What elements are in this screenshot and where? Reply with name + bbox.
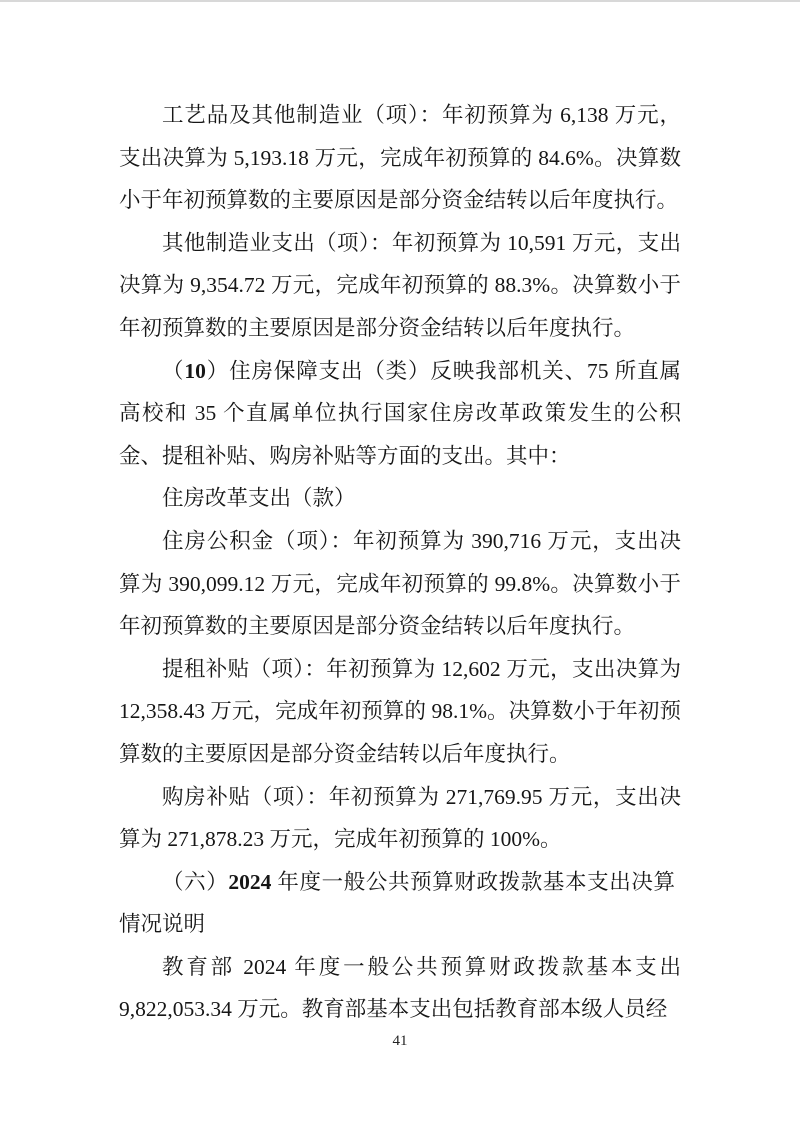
text-run: （ xyxy=(162,358,185,383)
para-rent-raising-subsidy xyxy=(119,648,681,776)
para-housing-reform-expenditure xyxy=(119,477,681,520)
text-run: （六） xyxy=(162,869,229,894)
page-number: 41 xyxy=(392,1033,408,1049)
text-run: 年度一般公共预算财政拨款基本支出决算情况说明 xyxy=(119,869,675,937)
para-other-manufacturing-expenditure xyxy=(119,222,681,350)
page-top-edge xyxy=(0,0,800,2)
text-run: 购房补贴（项）：年初预算为 271,769.95 万元，支出决算为 271,878.23 万元，完成年初预算的 100%。 xyxy=(119,784,681,852)
para-housing-security-expenditure xyxy=(119,350,681,478)
text-run: 提租补贴（项）：年初预算为 12,602 万元，支出决算为 12,358.43 万元，完成年初预算的 98.1%。决算数小于年初预算数的主要原因是部分资金结转以后年度执行。 xyxy=(119,656,681,766)
bold-number: 10 xyxy=(184,358,206,383)
text-run: 其他制造业支出（项）：年初预算为 10,591 万元，支出决算为 9,354.72 万元，完成年初预算的 88.3%。决算数小于年初预算数的主要原因是部分资金结转以后年度执行。 xyxy=(119,230,681,340)
text-run: 住房公积金（项）：年初预算为 390,716 万元，支出决算为 390,099.12 万元，完成年初预算的 99.8%。决算数小于年初预算数的主要原因是部分资金结转以后年度执行。 xyxy=(119,528,681,639)
text-run: ）住房保障支出（类）反映我部机关、75 所直属高校和 35 个直属单位执行国家住房改革政策发生的公积金、提租补贴、购房补贴等方面的支出。其中： xyxy=(119,358,681,468)
text-run: 住房改革支出（款） xyxy=(162,486,356,511)
para-crafts-and-other-manufacturing xyxy=(119,94,681,222)
text-run: 工艺品及其他制造业（项）：年初预算为 6,138 万元，支出决算为 5,193.18 万元，完成年初预算的 84.6%。决算数小于年初预算数的主要原因是部分资金结转以后年度执行。 xyxy=(119,103,681,213)
para-house-purchase-subsidy xyxy=(119,776,681,861)
bold-number: 2024 xyxy=(228,869,272,894)
document-body xyxy=(119,94,681,1031)
para-moe-basic-expenditure xyxy=(119,946,681,1031)
para-housing-provident-fund xyxy=(119,520,681,648)
heading-section-six-basic-expenditure xyxy=(119,861,681,946)
text-run: 教育部 2024 年度一般公共预算财政拨款基本支出 9,822,053.34 万元。教育部基本支出包括教育部本级人员经 xyxy=(119,954,681,1022)
